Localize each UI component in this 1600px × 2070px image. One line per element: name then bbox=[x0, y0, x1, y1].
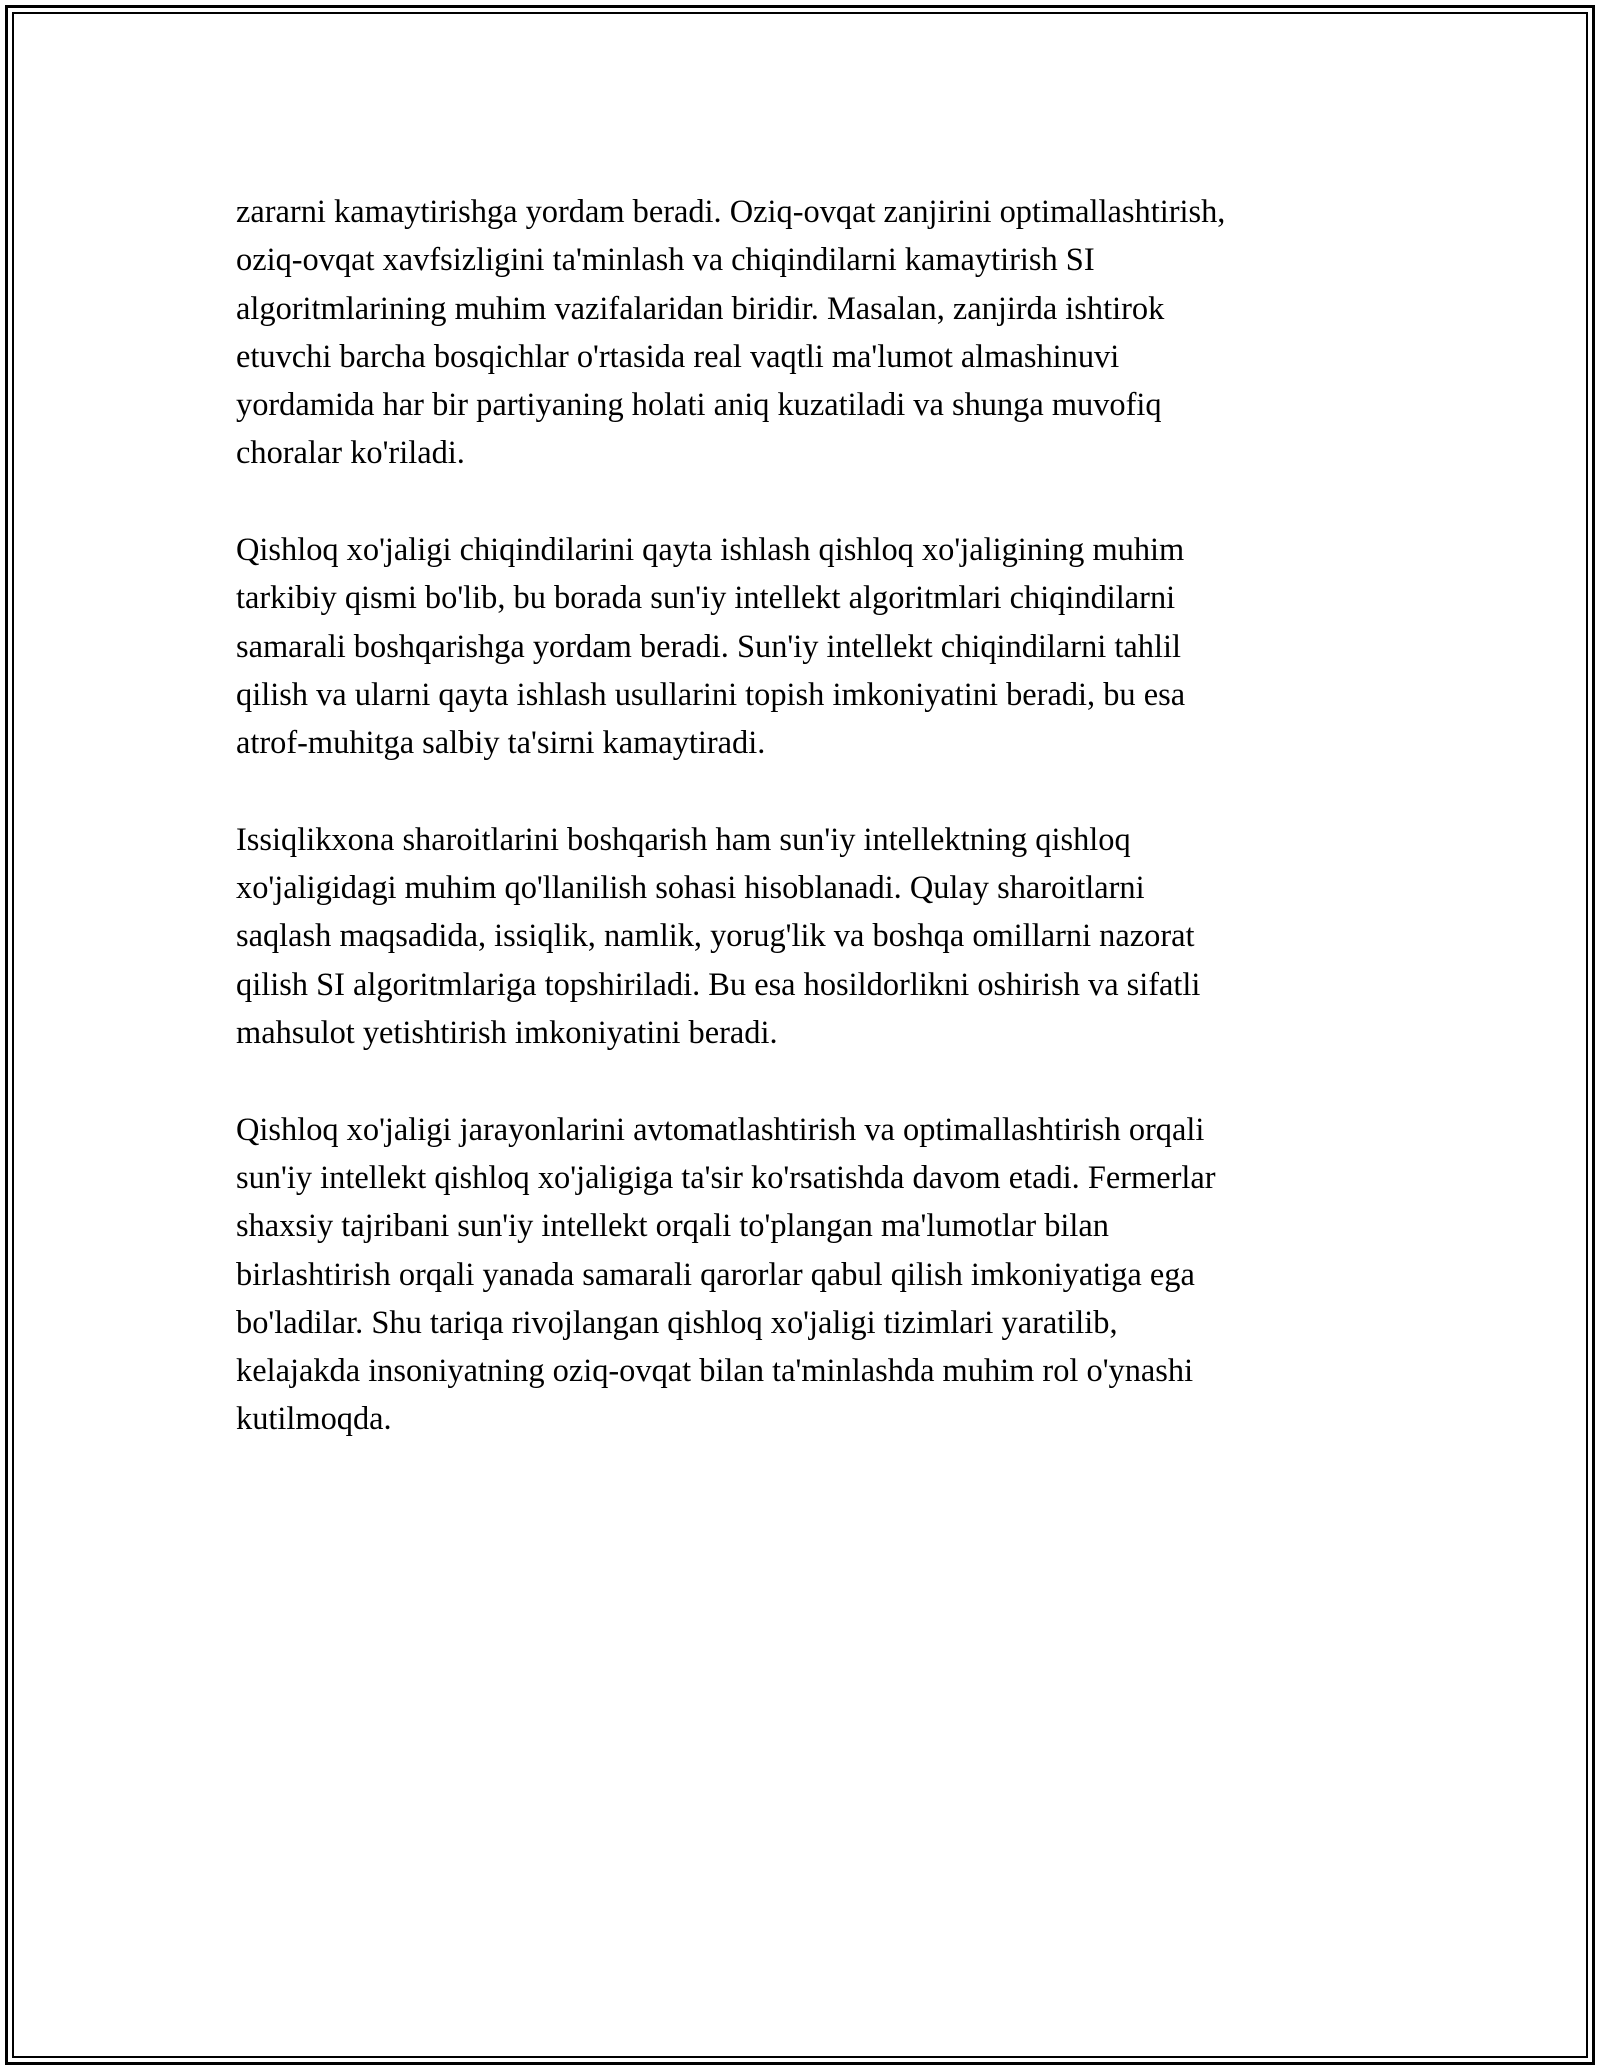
document-body bbox=[236, 188, 1366, 1492]
paragraph-2: Qishloq xo'jaligi chiqindilarini qayta ishlash qishloq xo'jaligining muhim tarkibiy qismi bo'lib, bu borada sun'iy intellekt algoritmlari chiqindilarni samarali boshqarishga yordam beradi. Sun'iy intellekt chiqindilarni tahlil qilish va ularni qayta ishlash usullarini topish imkoniyatini beradi, bu esa atrof-muhitga salbiy ta'sirni kamaytiradi. bbox=[236, 532, 1186, 762]
paragraph-3: Issiqlikxona sharoitlarini boshqarish ham sun'iy intellektning qishloq xo'jaligidagi muhim qo'llanilish sohasi hisoblanadi. Qulay sharoitlarni saqlash maqsadida, issiqlik, namlik, yorug'lik va boshqa omillarni nazorat qilish SI algoritmlariga topshiriladi. Bu esa hosildorlikni oshirish va sifatli mahsulot yetishtirish imkoniyatini beradi. bbox=[236, 821, 1201, 1052]
paragraph-1: zararni kamaytirishga yordam beradi. Oziq-ovqat zanjirini optimallashtirish, oziq-ovqat xavfsizligini ta'minlash va chiqindilarni kamaytirish SI algoritmlarining muhim vazifalaridan biridir. Masalan, zanjirda ishtirok etuvchi barcha bosqichlar o'rtasida real vaqtli ma'lumot almashinuvi yordamida har bir partiyaning holati aniq kuzatiladi va shunga muvofiq choralar ko'riladi. bbox=[236, 194, 1226, 472]
paragraph-4: Qishloq xo'jaligi jarayonlarini avtomatlashtirish va optimallashtirish orqali sun'iy intellekt qishloq xo'jaligiga ta'sir ko'rsatishda davom etadi. Fermerlar shaxsiy tajribani sun'iy intellekt orqali to'plangan ma'lumotlar bilan birlashtirish orqali yanada samarali qarorlar qabul qilish imkoniyatiga ega bo'ladilar. Shu tariqa rivojlangan qishloq xo'jaligi tizimlari yaratilib, kelajakda insoniyatning oziq-ovqat bilan ta'minlashda muhim rol o'ynashi kutilmoqda. bbox=[236, 1111, 1216, 1438]
